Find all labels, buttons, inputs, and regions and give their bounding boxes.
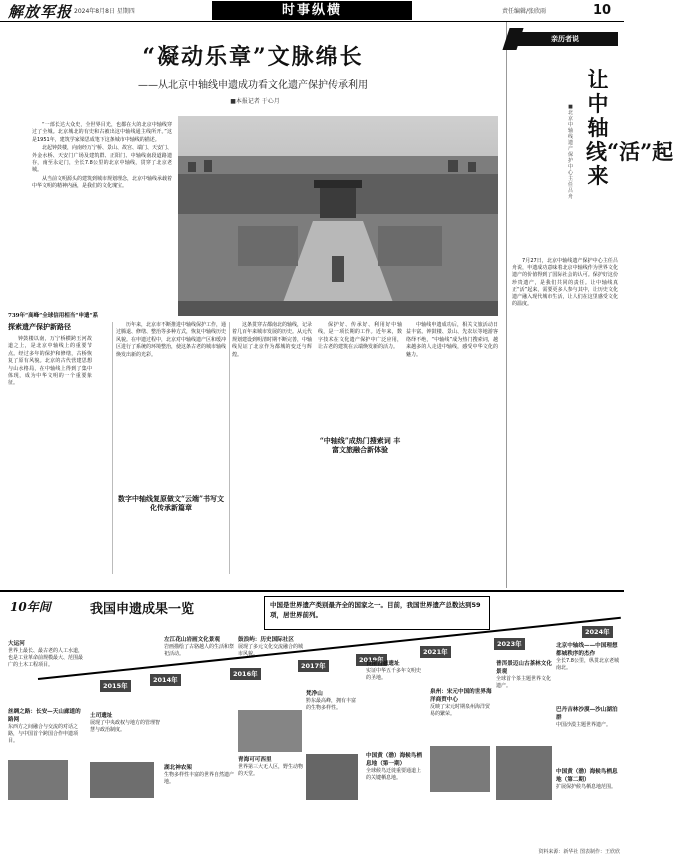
timeline-year: 2019年	[356, 654, 387, 666]
heritage-photo	[8, 760, 68, 800]
band-divider	[0, 590, 624, 592]
byline: ■本报记者 于心月	[230, 98, 280, 105]
entry-text: 展现了多元文化交流融合的城市风貌。	[238, 644, 304, 657]
timeline-entry	[8, 640, 84, 669]
section-subtitle-2: 数字中轴线复原做文“云端”书写文化传承新篇章	[117, 494, 225, 512]
lede-paragraphs	[32, 122, 172, 314]
entry-title: 北京中轴线——中国理想都城秩序的杰作	[556, 643, 618, 657]
commentary-paragraph: 7月27日，北京中轴线遗产保护中心主任吕舟说，申遗成功意味着北京中轴线作为世界文化遗产的价值得到了国际社会的认可。保护好这份珍贵遗产，是我们共同的责任。让中轴线真正“活”起来，需要更多人参与其中，让历史文化遗产融入现代城市生活，让人们在这里感受文化的温度。	[512, 258, 618, 308]
timeline-entry	[8, 708, 84, 745]
timeline-entry	[430, 688, 494, 718]
section-subtitle-1: 探索遗产保护新路径	[8, 322, 71, 331]
entry-title: 青海可可西里	[238, 757, 272, 763]
band-title: 我国申遗成果一览	[90, 602, 195, 617]
page-header	[0, 0, 624, 22]
timeline-entry	[556, 706, 620, 729]
timeline-entry	[238, 636, 306, 658]
entry-text: 中国沙漠主题世界遗产。	[556, 722, 612, 728]
section-subtitle-3: “中轴线”成热门搜索词 丰富文旅融合新体验	[319, 436, 401, 454]
entry-text: 世界第三大无人区，野生动物的天堂。	[238, 764, 304, 777]
masthead: 解放军报	[8, 3, 73, 21]
entry-text: 黔东最高峰，拥有丰富的生物多样性。	[306, 698, 357, 711]
column-text: 钟鼓楼以南，万宁桥横跨玉河故道之上，是北京中轴线上的重要节点。经过多年的保护和修缮，古桥恢复了原有风貌。北京的古代营建思想与山水格局，在中轴线上得到了集中体现，成为中华文明的一个重要象征。	[8, 336, 92, 387]
commentary-text	[512, 258, 618, 578]
subhead: ——从北京中轴线申遗成功看文化遗产保护传承利用	[138, 80, 368, 91]
column-divider	[229, 322, 230, 574]
entry-title: 中国黄（渤）海候鸟栖息地（第二期）	[556, 769, 618, 783]
timeline-year: 2017年	[298, 660, 329, 672]
commentary-tag: 亲历者说	[512, 32, 618, 46]
aerial-photo-illustration	[178, 116, 498, 316]
lede-paragraph: 从当前文明源头的建筑到城市规划理念，北京中轴线承载着中华文明的精神内涵，是我们的文化瑰宝。	[32, 175, 173, 190]
timeline-entry	[366, 752, 424, 782]
entry-text: 全长7.8公里，纵贯北京老城南北。	[556, 658, 619, 671]
entry-title: 鼓浪屿：历史国际社区	[238, 637, 294, 643]
entry-text: 世界上最长、最古老的人工水道，也是工业革命前规模最大、范围最广的土木工程项目。	[8, 648, 84, 668]
issue-date: 2024年8月8日 星期四	[74, 8, 135, 15]
entry-title: 普洱景迈山古茶林文化景观	[496, 661, 552, 675]
entry-text: 全球候鸟迁徙重要通道上的关键栖息地。	[366, 768, 422, 781]
timeline-entry	[366, 660, 424, 682]
heritage-photo	[90, 762, 154, 798]
column-text: 保护好、传承好、利用好中轴线，是一项长期的工作。近年来，数字技术在文化遗产保护中广泛应用，让古老的建筑在云端焕发新的活力。	[318, 322, 402, 351]
timeline-entry	[164, 636, 234, 658]
section-title: 时事纵横	[212, 1, 412, 20]
timeline-entry	[556, 768, 620, 791]
entry-text: 扩展保护候鸟栖息地范围。	[556, 784, 617, 790]
entry-title: 梵净山	[306, 691, 323, 697]
timeline-year: 2014年	[150, 674, 181, 686]
entry-text: 东西方之间融合与交流的对话之路，与中国首个跨国合作申遗项目。	[8, 724, 79, 744]
article-column-1	[8, 336, 92, 574]
entry-text: 展现了中央政权与地方的管理智慧与政治制度。	[90, 720, 161, 733]
band-note: 中国是世界遗产类别最齐全的国家之一。目前，我国世界遗产总数达到59项，居世界前列。	[264, 596, 490, 630]
timeline-entry	[90, 712, 160, 734]
timeline-entry	[164, 764, 234, 786]
entry-title: 左江花山岩画文化景观	[164, 637, 220, 643]
timeline-entry	[496, 660, 552, 690]
timeline-year: 2024年	[582, 626, 613, 638]
entry-title: 大运河	[8, 641, 25, 647]
entry-title: 土司遗址	[90, 713, 113, 719]
column-divider	[112, 322, 113, 574]
commentary-title: 让中轴线“活”起来	[586, 67, 673, 188]
article-column-5	[406, 322, 498, 574]
article-column-2	[116, 322, 226, 574]
commentary-author: ■北京中轴线遗产保护中心主任 吕舟	[567, 104, 573, 200]
entry-title: 泉州：宋元中国的世界海洋商贸中心	[430, 689, 492, 703]
entry-text: 生物多样性丰富的世界自然遗产地。	[164, 772, 235, 785]
band-credit: 资料来源：新华社 图表制作：王欣欣	[538, 849, 620, 855]
timeline-entry	[306, 690, 356, 712]
headline: “凝动乐章”文脉绵长	[142, 44, 364, 70]
heritage-photo	[238, 710, 302, 752]
editor-credit: 责任编辑/张欣雨	[502, 8, 547, 15]
timeline-year: 2023年	[494, 638, 525, 650]
entry-text: 实证中华五千多年文明史的圣地。	[366, 668, 422, 681]
band-label: 10年间	[10, 600, 51, 614]
entry-title: 良渚古城遗址	[366, 661, 400, 667]
aerial-photo	[178, 116, 498, 316]
entry-text: 全球首个茶主题世界文化遗产。	[496, 676, 552, 689]
section-subtitle-1a: 739年“高峰”全球信用相当“申遗”系	[8, 313, 99, 319]
timeline-entry	[238, 756, 306, 778]
entry-title: 丝绸之路：长安—天山廊道的路网	[8, 709, 81, 723]
heritage-photo	[430, 746, 490, 792]
entry-text: 反映了宋元时期泉州海洋贸易的繁荣。	[430, 704, 491, 717]
entry-title: 中国黄（渤）海候鸟栖息地（第一期）	[366, 753, 422, 767]
column-text: 这条贯穿古都南北的轴线，记录着几百年来城市发展的历史。从元代规划建设到明清时期不断完善，中轴线见证了北京作为都城的变迁与辉煌。	[232, 322, 313, 358]
timeline-year: 2015年	[100, 680, 131, 692]
lede-paragraph: “一部长达大众史，全世界目光，也都在大的北京中轴线穿过了全城。北京城北的有史和古被出这中轴线通主线所开。”这是1951年，建筑学家梁思成笔下这条城市中轴线的描述。	[32, 122, 172, 143]
timeline-year: 2016年	[230, 668, 261, 680]
entry-title: 巴丹吉林沙漠—沙山湖泊群	[556, 707, 618, 721]
column-text: 历年来，北京市不断推进中轴线保护工作，通过腾退、修缮、整治等多种方式，恢复中轴线历史风貌。在申遗过程中，北京对中轴线遗产区和缓冲区进行了系统的环境整治，使这条古老的城市轴线焕发出新的光彩。	[116, 322, 227, 358]
lede-paragraph: 北起钟鼓楼，向南经万宁桥、景山、故宫、端门、天安门、外金水桥、天安门广场及建筑群、正阳门、中轴线南段道路遗存，南至永定门，全长7.8公里的北京中轴线，贯穿了北京老城。	[32, 145, 173, 174]
timeline-entry	[556, 642, 620, 672]
page-number: 10	[592, 3, 612, 18]
column-text: 中轴线申遗成功后，相关文旅活动日益丰富。钟鼓楼、景山、先农坛等地游客络绎不绝，“中轴线”成为热门搜索词，越来越多的人走进中轴线，感受中华文化的魅力。	[406, 322, 498, 358]
heritage-photo	[306, 754, 358, 800]
entry-title: 湖北神农架	[164, 765, 192, 771]
entry-text: 岩画描绘了古骆越人的生活和祭祀活动。	[164, 644, 235, 657]
heritage-photo	[496, 746, 552, 800]
timeline-year: 2021年	[420, 646, 451, 658]
article-column-3	[232, 322, 312, 574]
